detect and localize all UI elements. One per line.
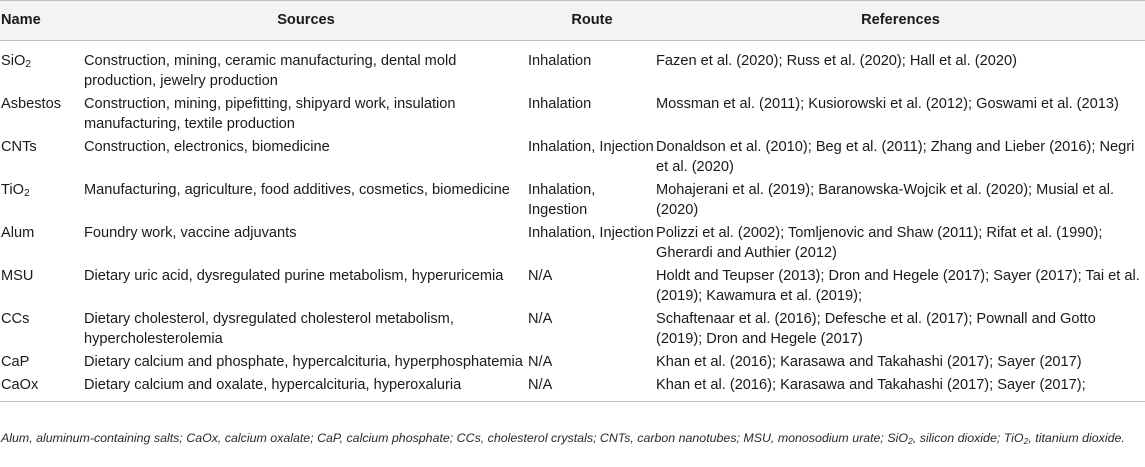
cell-route: Inhalation, Injection [528,225,654,241]
cell-sources: Dietary calcium and phosphate, hypercalcituria, hyperphosphatemia [84,354,523,370]
cell-route: Inhalation [528,53,592,69]
table-row [0,91,1145,134]
header-route: Route [528,1,656,41]
cell-name: SiO$_2$ [1,53,32,71]
table-row [0,220,1145,263]
cell-sources: Dietary uric acid, dysregulated purine metabolism, hyperuricemia [84,268,504,284]
cell-references: Polizzi et al. (2002); Tomljenovic and Shaw (2011); Rifat et al. (1990); Gherardi and Authier (2012) [656,225,1103,261]
header-sources: Sources [84,1,528,41]
cell-sources: Construction, mining, pipefitting, shipyard work, insulation manufacturing, textile production [84,96,456,132]
table-row [0,134,1145,177]
table-footnote: Alum, aluminum-containing salts; CaOx, calcium oxalate; CaP, calcium phosphate; CCs, cholesterol crystals; CNTs, carbon nanotubes; MSU, monosodium urate; SiO$_2$, silicon dioxide; TiO$_2$, titanium dioxide. [1,431,1125,446]
cell-sources: Dietary cholesterol, dysregulated cholesterol metabolism, hypercholesterolemia [84,311,454,347]
cell-name: CaOx [0,372,84,402]
table-row [0,349,1145,372]
cell-sources: Dietary calcium and oxalate, hypercalcituria, hyperoxaluria [84,372,528,402]
cell-route: N/A [528,354,553,370]
cell-name: MSU [1,268,34,284]
cell-route: N/A [528,311,553,327]
cell-name: CaP [1,354,30,370]
cell-route: N/A [528,268,553,284]
cell-route: Inhalation, Injection [528,139,654,155]
table-header [0,1,1145,41]
header-name: Name [0,1,84,41]
table-row [0,263,1145,306]
table-row [0,41,1145,92]
cell-name: TiO$_2$ [1,182,30,200]
table-row [0,372,1145,402]
table-body [0,41,1145,402]
cell-route: Inhalation [528,96,592,112]
cell-route: Inhalation, Ingestion [528,182,596,218]
cell-references: Donaldson et al. (2010); Beg et al. (2011); Zhang and Lieber (2016); Negri et al. (2020) [656,139,1135,175]
cell-references: Mohajerani et al. (2019); Baranowska-Wojcik et al. (2020); Musial et al. (2020) [656,182,1115,218]
cell-references: Mossman et al. (2011); Kusiorowski et al. (2012); Goswami et al. (2013) [656,96,1119,112]
cell-references: Khan et al. (2016); Karasawa and Takahashi (2017); Sayer (2017); [656,372,1145,402]
cell-name: CCs [1,311,30,327]
cell-references: Schaftenaar et al. (2016); Defesche et al. (2017); Pownall and Gotto (2019); Dron and Hegele (2017) [656,311,1096,347]
table-row [0,306,1145,349]
cell-references: Khan et al. (2016); Karasawa and Takahashi (2017); Sayer (2017) [656,354,1082,370]
cell-name: Asbestos [1,96,62,112]
table-row [0,177,1145,220]
header-references: References [656,1,1145,41]
cell-references: Fazen et al. (2020); Russ et al. (2020); Hall et al. (2020) [656,53,1017,69]
cell-name: CNTs [1,139,37,155]
header-row [0,1,1145,41]
cell-name: Alum [1,225,35,241]
cell-references: Holdt and Teupser (2013); Dron and Hegele (2017); Sayer (2017); Tai et al. (2019); Kawamura et al. (2019); [656,268,1140,304]
cell-sources: Construction, electronics, biomedicine [84,139,330,155]
cell-sources: Foundry work, vaccine adjuvants [84,225,297,241]
cell-sources: Construction, mining, ceramic manufacturing, dental mold production, jewelry production [84,53,457,89]
cell-sources: Manufacturing, agriculture, food additives, cosmetics, biomedicine [84,182,510,198]
cell-route: N/A [528,372,656,402]
